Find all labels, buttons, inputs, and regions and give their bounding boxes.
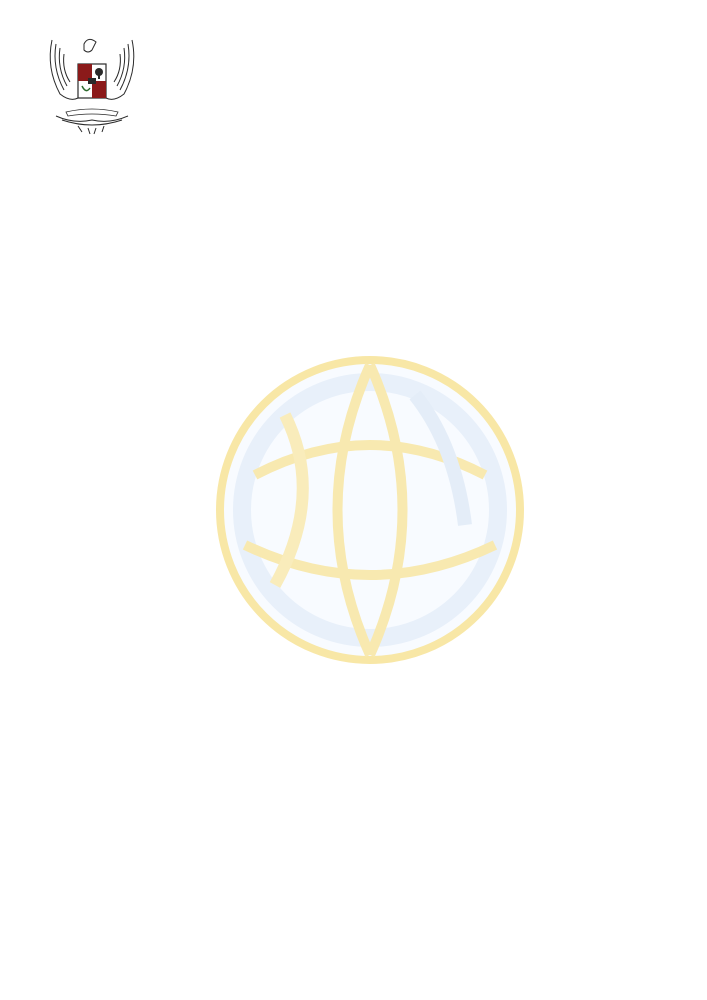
- ministry-globe-watermark-icon: [215, 355, 525, 665]
- garuda-emblem-icon: [44, 28, 140, 138]
